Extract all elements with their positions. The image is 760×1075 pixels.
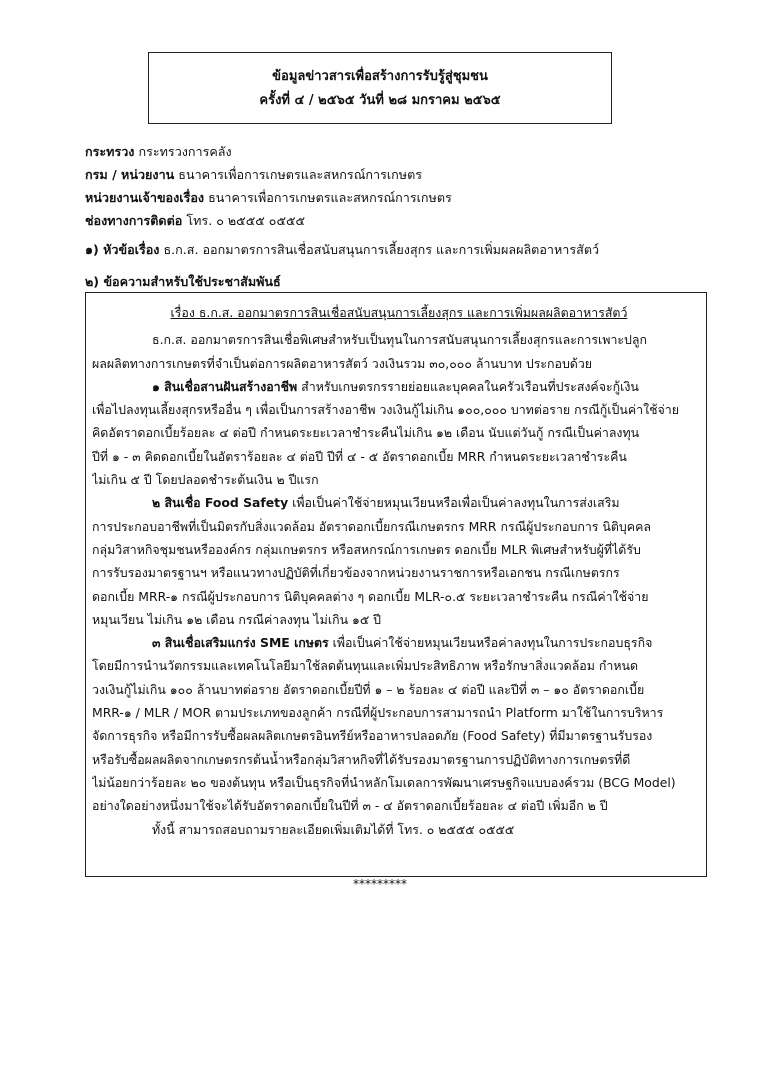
paragraph-line: กลุ่มวิสาหกิจชุมชนหรือองค์กร กลุ่มเกษตรกร หรือสหกรณ์การเกษตร ดอกเบี้ย MLR พิเศษสำหรับผู้ที่ได้รับ xyxy=(92,541,641,557)
item-2-heading: ๒ สินเชื่อ Food Safety xyxy=(152,495,289,511)
paragraph-line: ดอกเบี้ย MRR-๑ กรณีผู้ประกอบการ นิติบุคคลต่าง ๆ ดอกเบี้ย MLR-๐.๕ ระยะเวลาชำระคืน กรณีค่าใช้จ่าย xyxy=(92,588,649,604)
closing-line: ทั้งนี้ สามารถสอบถามรายละเอียดเพิ่มเติมได้ที่ โทร. ๐ ๒๕๕๕ ๐๕๕๕ xyxy=(152,821,515,837)
paragraph-line: อย่างใดอย่างหนึ่งมาใช้จะได้รับอัตราดอกเบี้ยในปีที่ ๓ - ๔ อัตราดอกเบี้ยร้อยละ ๔ ต่อปี เพิ่มอีก ๒ ปี xyxy=(92,798,608,814)
item-2-text: เพื่อเป็นค่าใช้จ่ายหมุนเวียนหรือเพื่อเป็นค่าลงทุนในการส่งเสริม xyxy=(288,495,620,511)
meta-owner xyxy=(85,186,705,209)
end-mark: ********* xyxy=(353,877,407,891)
paragraph-line: โดยมีการนำนวัตกรรมและเทคโนโลยีมาใช้ลดต้นทุนและเพิ่มประสิทธิภาพ หรือรักษาสิ่งแวดล้อม กำหนด xyxy=(92,658,639,674)
press-release-title: เรื่อง ธ.ก.ส. ออกมาตรการสินเชื่อสนับสนุนการเลี้ยงสุกร และการเพิ่มผลผลิตอาหารสัตว์ xyxy=(170,305,628,320)
document-header-box xyxy=(148,52,612,124)
paragraph-line: การประกอบอาชีพที่เป็นมิตรกับสิ่งแวดล้อม อัตราดอกเบี้ยกรณีเกษตรกร MRR กรณีผู้ประกอบการ นิติบุคคล xyxy=(92,518,651,534)
paragraph-line: หมุนเวียน ไม่เกิน ๑๒ เดือน กรณีค่าลงทุน ไม่เกิน ๑๕ ปี xyxy=(92,611,382,627)
document-title: ข้อมูลข่าวสารเพื่อสร้างการรับรู้สู่ชุมชน xyxy=(272,69,488,84)
paragraph-line xyxy=(92,631,706,654)
paragraph-line: การรับรองมาตรฐานฯ หรือแนวทางปฏิบัติที่เกี่ยวข้องจากหน่วยงานราชการหรือเอกชน กรณีเกษตรกร xyxy=(92,565,620,581)
owner-value: ธนาคารเพื่อการเกษตรและสหกรณ์การเกษตร xyxy=(208,190,452,205)
paragraph-line: หรือรับซื้อผลผลิตจากเกษตรกรต้นน้ำหรือกลุ่มวิสาหกิจที่ได้รับรองมาตรฐานการปฏิบัติทางการเกษตรที่ดี xyxy=(92,751,631,767)
paragraph-line: วงเงินกู้ไม่เกิน ๑๐๐ ล้านบาทต่อราย อัตราดอกเบี้ยปีที่ ๑ – ๒ ร้อยละ ๔ ต่อปี และปีที่ ๓ – ๑๐ อัตราดอกเบี้ย xyxy=(92,681,645,697)
meta-department xyxy=(85,163,705,186)
item-3-heading: ๓ สินเชื่อเสริมแกร่ง SME เกษตร xyxy=(152,635,329,651)
section-1-text: ธ.ก.ส. ออกมาตรการสินเชื่อสนับสนุนการเลี้ยงสุกร และการเพิ่มผลผลิตอาหารสัตว์ xyxy=(163,242,600,257)
meta-ministry xyxy=(85,140,705,163)
item-1-text: สำหรับเกษตรกรรายย่อยและบุคคลในครัวเรือนที่ประสงค์จะกู้เงิน xyxy=(297,378,639,394)
paragraph-line: ไม่เกิน ๕ ปี โดยปลอดชำระต้นเงิน ๒ ปีแรก xyxy=(92,472,319,488)
paragraph-line: จัดการธุรกิจ หรือมีการรับซื้อผลผลิตเกษตรอินทรีย์หรืออาหารปลอดภัย (Food Safety) ที่มีมาตรฐานรับรอง xyxy=(92,728,653,744)
ministry-label: กระทรวง xyxy=(85,144,135,159)
department-value: ธนาคารเพื่อการเกษตรและสหกรณ์การเกษตร xyxy=(178,167,423,182)
document-issue: ครั้งที่ ๔ / ๒๕๖๕ วันที่ ๒๘ มกราคม ๒๕๖๕ xyxy=(259,93,501,108)
meta-contact xyxy=(85,209,705,232)
section-2-label: ๒) ข้อความสำหรับใช้ประชาสัมพันธ์ xyxy=(85,274,281,289)
department-label: กรม / หน่วยงาน xyxy=(85,167,175,182)
owner-label: หน่วยงานเจ้าของเรื่อง xyxy=(85,190,205,205)
paragraph-line: คิดอัตราดอกเบี้ยร้อยละ ๔ ต่อปี กำหนดระยะเวลาชำระคืนไม่เกิน ๑๒ เดือน นับแต่วันกู้ กรณีเป็นค่าลงทุน xyxy=(92,425,640,441)
contact-value: โทร. ๐ ๒๕๕๕ ๐๕๕๕ xyxy=(186,213,306,228)
paragraph-line xyxy=(92,375,706,398)
item-3-text: เพื่อเป็นค่าใช้จ่ายหมุนเวียนหรือค่าลงทุนในการประกอบธุรกิจ xyxy=(328,635,653,651)
paragraph-line: MRR-๑ / MLR / MOR ตามประเภทของลูกค้า กรณีที่ผู้ประกอบการสามารถนำ Platform มาใช้ในการบริหาร xyxy=(92,705,664,721)
paragraph-line: ธ.ก.ส. ออกมาตรการสินเชื่อพิเศษสำหรับเป็นทุนในการสนับสนุนการเลี้ยงสุกรและการเพาะปลูก xyxy=(152,332,648,348)
section-1-label: ๑) หัวข้อเรื่อง xyxy=(85,242,160,257)
paragraph-line xyxy=(92,491,706,514)
section-1 xyxy=(85,238,599,261)
meta-block xyxy=(85,140,705,232)
paragraph-line: ผลผลิตทางการเกษตรที่จำเป็นต่อการผลิตอาหารสัตว์ วงเงินรวม ๓๐,๐๐๐ ล้านบาท ประกอบด้วย xyxy=(92,355,593,371)
paragraph-line: ปีที่ ๑ - ๓ คิดดอกเบี้ยในอัตราร้อยละ ๔ ต่อปี ปีที่ ๔ - ๕ อัตราดอกเบี้ย MRR กำหนดระยะเวลาชำระคืน xyxy=(92,448,627,464)
contact-label: ช่องทางการติดต่อ xyxy=(85,213,183,228)
press-release-box xyxy=(85,292,707,877)
paragraph-line: เพื่อไปลงทุนเลี้ยงสุกรหรืออื่น ๆ เพื่อเป็นการสร้างอาชีพ วงเงินกู้ไม่เกิน ๑๐๐,๐๐๐ บาทต่อราย กรณีกู้เป็นค่าใช้จ่าย xyxy=(92,402,680,418)
paragraph-line: ไม่น้อยกว่าร้อยละ ๒๐ ของต้นทุน หรือเป็นธุรกิจที่นำหลักโมเดลการพัฒนาเศรษฐกิจแบบองค์รวม (BCG Model) xyxy=(92,774,676,790)
ministry-value: กระทรวงการคลัง xyxy=(138,144,232,159)
item-1-heading: ๑ สินเชื่อสานฝันสร้างอาชีพ xyxy=(152,378,298,394)
